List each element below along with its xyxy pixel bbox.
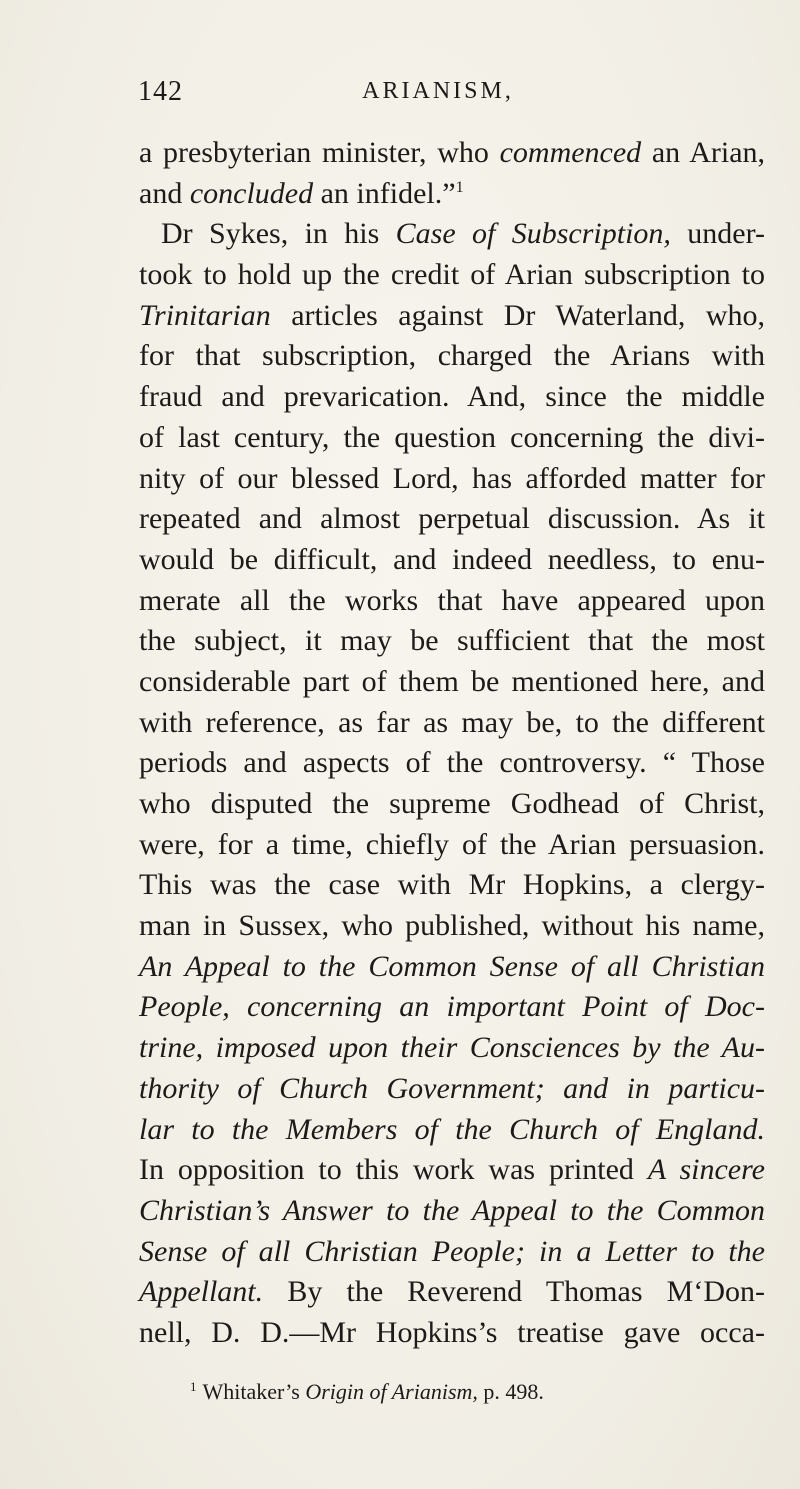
text-segment: In opposition to this work was printed (139, 1153, 648, 1187)
text-line (139, 377, 765, 418)
text-segment: the subject, it may be sufficient that the most (139, 624, 765, 658)
text-line (139, 1150, 765, 1191)
text-segment: took to hold up the credit of Arian subscription to (139, 258, 765, 292)
text-segment: with reference, as far as may be, to the different (139, 705, 765, 739)
text-line (139, 540, 765, 581)
text-segment: repeated and almost perpetual discussion. As it (139, 502, 765, 536)
text-line (139, 865, 765, 906)
text-segment: merate all the works that have appeared upon (139, 583, 765, 617)
text-line (139, 174, 765, 215)
text-segment: under- (670, 217, 765, 251)
text-segment: periods and aspects of the controversy. “ Those (139, 746, 765, 780)
text-line (139, 703, 765, 744)
footnote-marker: 1 (190, 1378, 197, 1394)
text-segment: an infidel.” (313, 176, 456, 210)
text-line (139, 296, 765, 337)
text-line (139, 459, 765, 500)
text-line (139, 581, 765, 622)
italic-segment: Christian’s Answer to the Appeal to the Common (139, 1193, 765, 1227)
text-line (139, 987, 765, 1028)
italic-segment: commenced (499, 136, 642, 169)
text-line (139, 784, 765, 825)
page-number: 142 (138, 76, 183, 107)
body-text (139, 133, 765, 1354)
text-line (139, 743, 765, 784)
text-segment: nell, D. D.—Mr Hopkins’s treatise gave occa- (139, 1315, 765, 1349)
text-line (139, 621, 765, 662)
text-line (139, 418, 765, 459)
footnote (190, 1379, 750, 1405)
text-line (139, 906, 765, 947)
italic-segment: People, concerning an important Point of Doc- (139, 990, 765, 1024)
text-line (139, 1272, 765, 1313)
footnote-reference: 1 (455, 178, 464, 196)
text-line (139, 1069, 765, 1110)
italic-segment: Case of Subscription, (395, 217, 671, 251)
text-line (139, 1191, 765, 1232)
text-line (139, 1110, 765, 1151)
text-segment: for that subscription, charged the Arians with (139, 339, 765, 373)
text-segment: nity of our blessed Lord, has afforded matter for (139, 461, 765, 495)
footnote-text-after: p. 498. (477, 1379, 544, 1404)
text-segment: articles against Dr Waterland, who, (270, 298, 765, 332)
text-segment: This was the case with Mr Hopkins, a clergy- (139, 868, 765, 902)
text-segment: By the Reverend Thomas M‘Don- (263, 1275, 765, 1309)
page-header (138, 76, 738, 110)
text-line (139, 1028, 765, 1069)
text-segment: who disputed the supreme Godhead of Christ, (139, 787, 765, 820)
text-line (139, 255, 765, 296)
text-segment: were, for a time, chiefly of the Arian persuasion. (139, 827, 765, 861)
italic-segment: lar to the Members of the Church of England. (139, 1112, 765, 1146)
text-line (139, 662, 765, 703)
text-segment: would be difficult, and indeed needless, to enu- (139, 542, 765, 576)
text-segment: considerable part of them be mentioned here, and (139, 664, 765, 698)
text-line (139, 499, 765, 540)
italic-segment: concluded (189, 176, 314, 210)
italic-segment: An Appeal to the Common Sense of all Christian (139, 949, 765, 983)
text-segment: man in Sussex, who published, without his name, (139, 909, 765, 943)
footnote-text-before: Whitaker’s (202, 1379, 306, 1404)
text-segment: an Arian, (641, 136, 766, 169)
text-line (139, 336, 765, 377)
running-head: ARIANISM, (362, 78, 514, 104)
italic-segment: trine, imposed upon their Consciences by the Au- (139, 1031, 765, 1065)
text-segment: fraud and prevarication. And, since the middle (139, 380, 765, 414)
text-line (139, 1232, 765, 1273)
text-line (139, 947, 765, 988)
italic-segment: Trinitarian (139, 298, 271, 332)
italic-segment: A sincere (647, 1153, 765, 1187)
text-line (139, 214, 765, 255)
text-line (139, 1313, 765, 1354)
italic-segment: Sense of all Christian People; in a Letter to the (139, 1234, 765, 1268)
footnote-title: Origin of Arianism, (305, 1379, 478, 1404)
text-segment: of last century, the question concerning the divi- (139, 420, 765, 454)
italic-segment: thority of Church Government; and in particu- (139, 1071, 765, 1105)
text-segment: a presbyterian minister, who (139, 136, 500, 169)
text-line (139, 133, 765, 174)
italic-segment: Appellant. (139, 1275, 264, 1309)
text-segment: Dr Sykes, in his (161, 217, 396, 251)
text-segment: and (139, 176, 190, 210)
text-line (139, 825, 765, 866)
